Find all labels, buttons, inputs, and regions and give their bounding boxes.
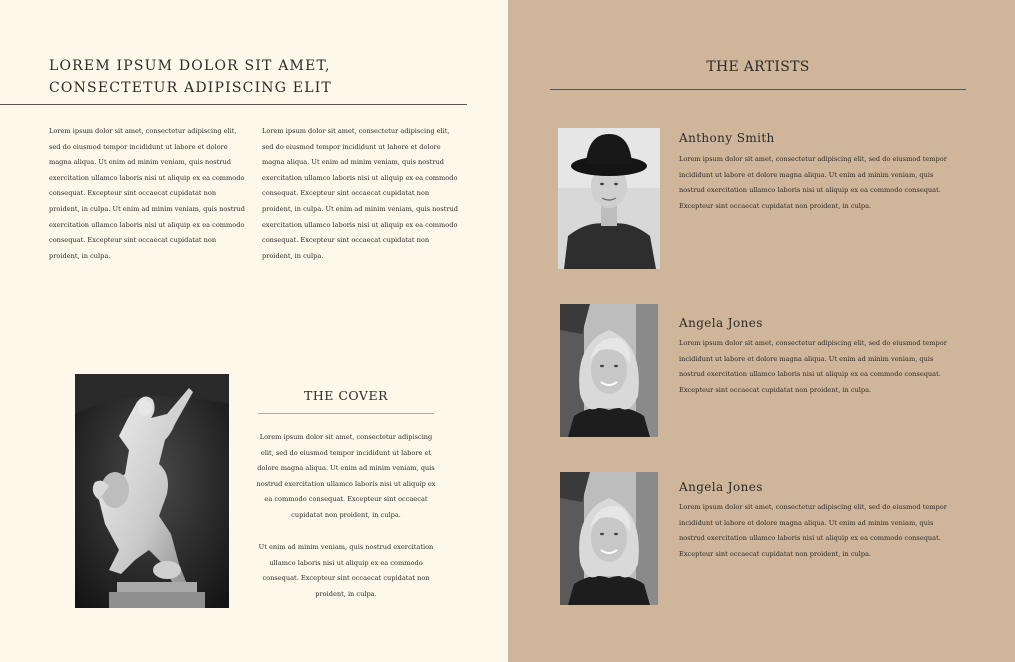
main-title: LOREM IPSUM DOLOR SIT AMET, CONSECTETUR ADIPISCING ELIT (49, 58, 332, 96)
artist-1-bio: Lorem ipsum dolor sit amet, consectetur adipiscing elit, sed do eiusmod tempor incididunt ut labore et dolore magna aliqua. Ut enim ad minim veniam, quis nostrud exercitation ullamco laboris nisi ut aliquip ex ea commodo consequat. Excepteur sint occaecat cupidatat non proident, in culpa. (679, 155, 947, 210)
artist-1-name: Anthony Smith (679, 131, 775, 145)
artist-2-portrait (560, 304, 658, 437)
artist-3-portrait (560, 472, 658, 605)
cover-statue-image (75, 374, 229, 608)
artist-1-portrait (558, 128, 660, 269)
artist-2-bio: Lorem ipsum dolor sit amet, consectetur adipiscing elit, sed do eiusmod tempor incididunt ut labore et dolore magna aliqua. Ut enim ad minim veniam, quis nostrud exercitation ullamco laboris nisi ut aliquip ex ea commodo consequat. Excepteur sint occaecat cupidatat non proident, in culpa. (679, 339, 947, 394)
cover-paragraph-2: Ut enim ad minim veniam, quis nostrud exercitation ullamco laboris nisi ut aliquip ex ea commodo consequat. Excepteur sint occaecat cupidatat non proident, in culpa. (258, 543, 434, 598)
artist-2-name: Angela Jones (679, 316, 763, 330)
artists-title: THE ARTISTS (706, 59, 810, 75)
cover-paragraph-1: Lorem ipsum dolor sit amet, consectetur adipiscing elit, sed do eiusmod tempor incididunt ut labore et dolore magna aliqua. Ut enim ad minim veniam, quis nostrud exercitation ullamco laboris nisi ut aliquip ex ea commodo consequat. Excepteur sint occaecat cupidatat non proident, in culpa. (256, 433, 436, 519)
artists-divider (550, 89, 966, 90)
title-divider (0, 104, 467, 105)
body-column-2: Lorem ipsum dolor sit amet, consectetur adipiscing elit, sed do eiusmod tempor incididunt ut labore et dolore magna aliqua. Ut enim ad minim veniam, quis nostrud exercitation ullamco laboris nisi ut aliquip ex ea commodo consequat. Excepteur sint occaecat cupidatat non proident, in culpa. Ut enim ad minim veniam, quis nostrud exercitation ullamco laboris nisi ut aliquip ex ea commodo consequat. Excepteur sint occaecat cupidatat non proident, in culpa. (262, 127, 459, 260)
artist-3-bio: Lorem ipsum dolor sit amet, consectetur adipiscing elit, sed do eiusmod tempor incididunt ut labore et dolore magna aliqua. Ut enim ad minim veniam, quis nostrud exercitation ullamco laboris nisi ut aliquip ex ea commodo consequat. Excepteur sint occaecat cupidatat non proident, in culpa. (679, 503, 947, 558)
cover-divider (258, 413, 434, 414)
artist-3-name: Angela Jones (679, 480, 763, 494)
body-column-1: Lorem ipsum dolor sit amet, consectetur adipiscing elit, sed do eiusmod tempor incididunt ut labore et dolore magna aliqua. Ut enim ad minim veniam, quis nostrud exercitation ullamco laboris nisi ut aliquip ex ea commodo consequat. Excepteur sint occaecat cupidatat non proident, in culpa. Ut enim ad minim veniam, quis nostrud exercitation ullamco laboris nisi ut aliquip ex ea commodo consequat. Excepteur sint occaecat cupidatat non proident, in culpa. (49, 127, 246, 260)
cover-title: THE COVER (304, 388, 388, 403)
